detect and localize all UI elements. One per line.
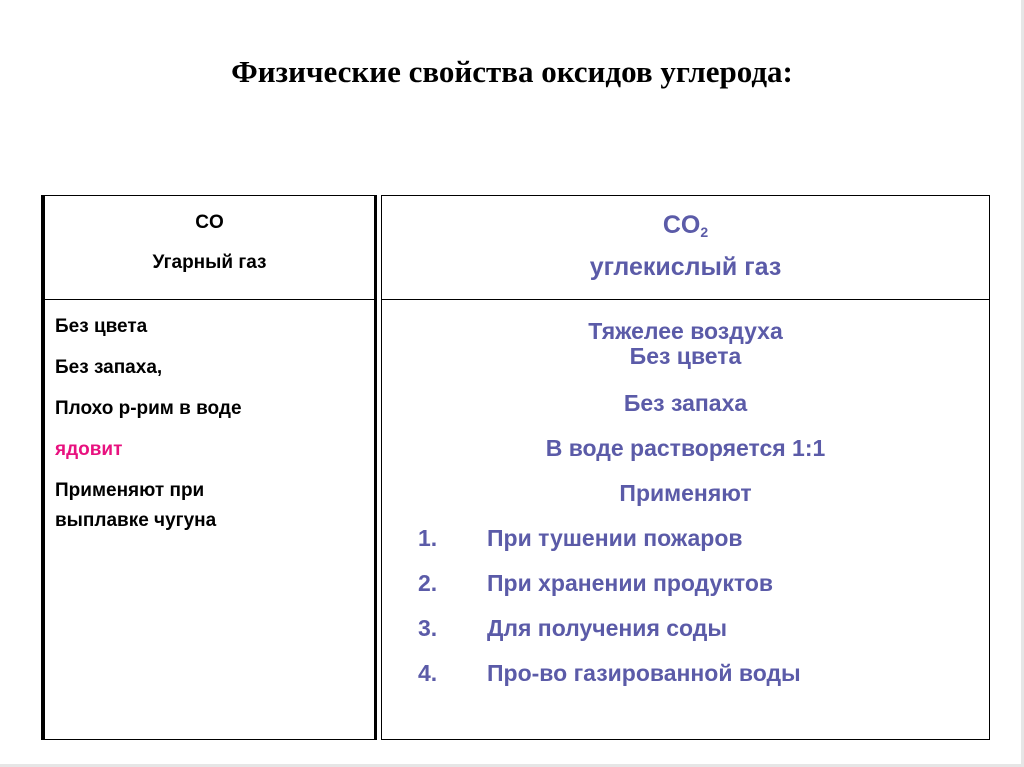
co2-property-heavier: Тяжелее воздуха [588,318,783,344]
co2-use-text: При тушении пожаров [487,525,743,551]
co2-property-use-heading: Применяют [619,480,752,506]
co2-table [381,195,990,740]
co-property-use-line1: Применяют при [55,480,205,501]
co2-use-text: Для получения соды [487,615,728,641]
co-property-use-line2: выплавке чугуна [55,510,217,531]
co2-property-solubility: В воде растворяется 1:1 [545,435,826,461]
co2-use-number: 2. [418,570,438,596]
co2-use-number: 4. [418,660,438,686]
co-table [41,195,377,740]
co2-name: углекислый газ [589,253,782,281]
co2-use-number: 1. [418,525,438,551]
co2-formula-subscript: 2 [700,224,709,240]
co-property-colorless: Без цвета [55,316,148,337]
co-name: Угарный газ [152,252,267,273]
co2-property-odorless: Без запаха [623,390,748,416]
co2-formula-main: CO [662,211,701,239]
co2-use-text: Про-во газированной воды [487,660,801,686]
co2-header-divider [382,299,989,300]
co-formula: CO [195,212,224,233]
co-property-toxic: ядовит [55,439,123,460]
page-title: Физические свойства оксидов углерода: [231,54,793,89]
co-property-odorless: Без запаха, [55,357,163,378]
co2-formula [382,211,989,240]
co2-use-text: При хранении продуктов [487,570,774,596]
co2-use-number: 3. [418,615,438,641]
co-header-divider [45,299,374,300]
co2-property-colorless: Без цвета [629,343,742,369]
co-property-solubility: Плохо р-рим в воде [55,398,242,419]
